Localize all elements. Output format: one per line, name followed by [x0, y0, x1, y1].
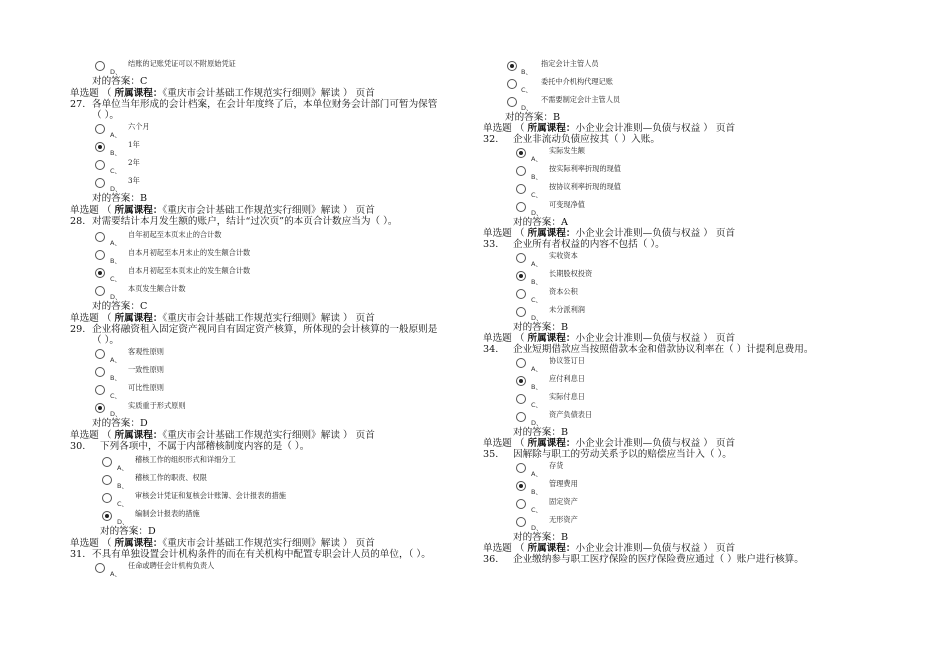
answer-label: 对的答案：: [92, 418, 140, 429]
answer-label: 对的答案：: [505, 112, 553, 123]
option-letter: C、: [521, 86, 533, 94]
radio-button-icon[interactable]: [516, 481, 526, 491]
option-text: 未分派利润: [549, 305, 585, 314]
course-name: 小企业会计准则—负债与权益: [575, 543, 701, 554]
option-text: 自本月初起至本页末止的发生额合计数: [128, 266, 251, 275]
answer-value: B: [560, 322, 569, 333]
answer-label: 对的答案：: [513, 217, 561, 228]
radio-button-icon[interactable]: [95, 160, 105, 170]
question-body: 企业所有者权益的内容不包括（ ）。: [513, 239, 665, 250]
question-body: 企业短期借款应当按照借款本金和借款协议利率在（ ）计提利息费用。: [513, 344, 814, 355]
course-label: 所属课程：: [114, 313, 163, 324]
answer-option[interactable]: [483, 460, 883, 478]
radio-button-icon[interactable]: [95, 178, 105, 188]
answer-label: 对的答案：: [92, 76, 140, 87]
option-letter: B、: [110, 374, 121, 382]
answer-value: C: [139, 301, 148, 312]
question-text: [483, 554, 883, 565]
option-text: 稽核工作的职责、权限: [135, 473, 207, 482]
option-letter: A、: [531, 155, 542, 163]
question-type: 单选题: [483, 543, 512, 554]
option-letter: A、: [110, 570, 121, 578]
option-letter: C、: [110, 275, 122, 283]
answer-label: 对的答案：: [513, 322, 561, 333]
radio-button-icon[interactable]: [507, 61, 517, 71]
question-text: [70, 549, 475, 560]
question-text: [70, 441, 475, 452]
radio-button-icon[interactable]: [95, 403, 105, 413]
answer-value: B: [552, 112, 561, 123]
option-letter: D、: [521, 104, 533, 112]
option-text: 委托中介机构代理记账: [541, 77, 613, 86]
answer-option[interactable]: [483, 478, 883, 496]
answer-option[interactable]: [70, 382, 475, 400]
correct-answer: [483, 532, 883, 543]
answer-option[interactable]: [70, 247, 475, 265]
radio-button-icon[interactable]: [95, 385, 105, 395]
radio-button-icon[interactable]: [102, 457, 112, 467]
question-number: 33.: [483, 239, 499, 250]
question-type-header: 单选题 （ 所属课程：《重庆市会计基础工作规范实行细则》解读 ） 页首: [70, 205, 375, 216]
option-letter: A、: [531, 365, 542, 373]
course-name: 《重庆市会计基础工作规范实行细则》解读: [162, 313, 340, 324]
question-number: 32.: [483, 134, 499, 145]
question-body: 企业将融资租入固定资产视同自有固定资产核算，所体现的会计核算的一般原则是: [92, 324, 438, 335]
radio-button-icon[interactable]: [516, 184, 526, 194]
home-link[interactable]: 页首: [355, 205, 375, 216]
question-number: 28.: [70, 216, 86, 227]
option-letter: B、: [110, 257, 121, 265]
answer-option[interactable]: [70, 175, 475, 193]
question-text: [483, 449, 883, 460]
answer-option[interactable]: [483, 496, 883, 514]
question-type-header: 单选题 （ 所属课程：小企业会计准则—负债与权益 ） 页首: [483, 543, 736, 554]
correct-answer: [483, 322, 883, 333]
option-text: 3年: [128, 176, 140, 185]
option-letter: C、: [531, 401, 543, 409]
question-body: 企业非流动负债应按其（ ）入账。: [513, 134, 660, 145]
question-type-header: 单选题 （ 所属课程：《重庆市会计基础工作规范实行细则》解读 ） 页首: [70, 538, 375, 549]
answer-option[interactable]: [483, 199, 883, 217]
course-name: 小企业会计准则—负债与权益: [575, 333, 701, 344]
left-column: [70, 58, 475, 578]
answer-option[interactable]: [483, 409, 883, 427]
correct-answer: [70, 418, 475, 429]
answer-option[interactable]: [483, 514, 883, 532]
radio-button-icon[interactable]: [516, 376, 526, 386]
radio-button-icon[interactable]: [102, 475, 112, 485]
course-label: 所属课程：: [527, 543, 576, 554]
answer-option[interactable]: [70, 364, 475, 382]
radio-button-icon[interactable]: [95, 349, 105, 359]
answer-option[interactable]: [483, 304, 883, 322]
radio-button-icon[interactable]: [516, 463, 526, 473]
answer-label: 对的答案：: [100, 526, 148, 537]
course-label: 所属课程：: [527, 333, 576, 344]
question-type: 单选题: [483, 438, 512, 449]
option-text: 自年初起至本页末止的合计数: [128, 230, 222, 239]
correct-answer: [483, 217, 883, 228]
option-letter: B、: [521, 68, 532, 76]
answer-option[interactable]: [70, 157, 475, 175]
home-link[interactable]: 页首: [715, 333, 736, 344]
question-text: [70, 99, 475, 110]
option-text: 存货: [549, 461, 564, 470]
answer-option[interactable]: [483, 181, 883, 199]
radio-button-icon[interactable]: [516, 412, 526, 422]
option-letter: D、: [531, 419, 543, 427]
option-letter: A、: [531, 260, 542, 268]
answer-label: 对的答案：: [92, 301, 140, 312]
question-type-header: 单选题 （ 所属课程：小企业会计准则—负债与权益 ） 页首: [483, 228, 736, 239]
option-text: 指定会计主管人员: [541, 59, 599, 68]
course-label: 所属课程：: [527, 123, 576, 134]
question-body: 下列各项中，不属于内部稽核制度内容的是（ ）。: [100, 441, 310, 452]
question-number: 29.: [70, 324, 86, 335]
radio-button-icon[interactable]: [95, 124, 105, 134]
question-body: 因解除与职工的劳动关系予以的赔偿应当计入（ ）。: [513, 449, 732, 460]
radio-button-icon[interactable]: [102, 511, 112, 521]
option-text: 稽核工作的组织形式和详细分工: [135, 455, 236, 464]
question-text-continued: [70, 110, 475, 121]
radio-button-icon[interactable]: [516, 166, 526, 176]
radio-button-icon[interactable]: [516, 358, 526, 368]
answer-value: D: [139, 418, 148, 429]
correct-answer: [70, 526, 475, 537]
answer-option[interactable]: [70, 283, 475, 301]
radio-button-icon[interactable]: [516, 202, 526, 212]
question-type-header: 单选题 （ 所属课程：小企业会计准则—负债与权益 ） 页首: [483, 123, 736, 134]
option-letter: B、: [531, 488, 542, 496]
radio-button-icon[interactable]: [507, 79, 517, 89]
option-letter: B、: [531, 278, 542, 286]
radio-button-icon[interactable]: [516, 394, 526, 404]
radio-button-icon[interactable]: [516, 271, 526, 281]
answer-option[interactable]: [70, 139, 475, 157]
option-letter: C、: [110, 167, 122, 175]
option-text: 实收资本: [549, 251, 578, 260]
question-type-header: 单选题 （ 所属课程：《重庆市会计基础工作规范实行细则》解读 ） 页首: [70, 430, 375, 441]
option-letter: C、: [531, 296, 543, 304]
option-text: 可变现净值: [549, 200, 585, 209]
option-text: 可比性原则: [128, 383, 164, 392]
home-link[interactable]: 页首: [355, 430, 375, 441]
option-text: 实际付息日: [549, 392, 585, 401]
course-label: 所属课程：: [527, 438, 576, 449]
home-link[interactable]: 页首: [715, 438, 736, 449]
course-name: 《重庆市会计基础工作规范实行细则》解读: [162, 538, 340, 549]
answer-label: 对的答案：: [513, 427, 561, 438]
course-label: 所属课程：: [114, 430, 163, 441]
option-text: 应付利息日: [549, 374, 585, 383]
answer-label: 对的答案：: [513, 532, 561, 543]
correct-answer: [483, 112, 883, 123]
course-name: 小企业会计准则—负债与权益: [575, 438, 701, 449]
radio-button-icon[interactable]: [95, 268, 105, 278]
answer-option[interactable]: [70, 560, 475, 578]
option-text: 固定资产: [549, 497, 578, 506]
option-text: 实际发生额: [549, 146, 585, 155]
answer-option[interactable]: [70, 490, 475, 508]
answer-option[interactable]: [70, 400, 475, 418]
question-body: 各单位当年形成的会计档案，在会计年度终了后，本单位财务会计部门可暂为保管: [92, 99, 438, 110]
option-letter: D、: [531, 524, 543, 532]
option-text: 自本月初起至本月末止的发生额合计数: [128, 248, 251, 257]
question-type: 单选题: [483, 228, 512, 239]
radio-button-icon[interactable]: [516, 517, 526, 527]
correct-answer: [70, 193, 475, 204]
option-text: 协议签订日: [549, 356, 585, 365]
question-body: 企业缴纳参与职工医疗保险的医疗保险费应通过（ ）账户进行核算。: [513, 554, 804, 565]
radio-button-icon[interactable]: [516, 499, 526, 509]
option-text: 资产负债表日: [549, 410, 593, 419]
home-link[interactable]: 页首: [715, 123, 736, 134]
question-type-header: 单选题 （ 所属课程：《重庆市会计基础工作规范实行细则》解读 ） 页首: [70, 88, 375, 99]
option-text: 资本公积: [549, 287, 578, 296]
answer-option[interactable]: [483, 58, 883, 76]
question-type: 单选题: [70, 313, 99, 324]
option-text: 本页发生额合计数: [128, 284, 186, 293]
correct-answer: [483, 427, 883, 438]
option-letter: B、: [117, 482, 128, 490]
option-text: 结账的记账凭证可以不附原始凭证: [128, 59, 236, 68]
answer-option[interactable]: [483, 391, 883, 409]
course-label: 所属课程：: [114, 205, 163, 216]
answer-value: B: [560, 532, 569, 543]
question-text: [70, 324, 475, 335]
option-text: 客观性原则: [128, 347, 164, 356]
course-label: 所属课程：: [114, 538, 163, 549]
option-letter: A、: [110, 239, 121, 247]
question-body: 不具有单独设置会计机构条件的而在有关机构中配置专职会计人员的单位，（ ）。: [92, 549, 431, 560]
question-type-header: 单选题 （ 所属课程：小企业会计准则—负债与权益 ） 页首: [483, 438, 736, 449]
option-letter: D、: [531, 209, 543, 217]
option-text: 不需要制定会计主管人员: [541, 95, 621, 104]
answer-option[interactable]: [70, 265, 475, 283]
radio-button-icon[interactable]: [95, 232, 105, 242]
radio-button-icon[interactable]: [516, 289, 526, 299]
home-link[interactable]: 页首: [355, 538, 375, 549]
option-letter: B、: [531, 173, 542, 181]
question-text-continued: [70, 335, 475, 346]
answer-value: B: [139, 193, 148, 204]
radio-button-icon[interactable]: [507, 97, 517, 107]
option-text: 管理费用: [549, 479, 578, 488]
option-text: 任命或聘任会计机构负责人: [128, 561, 215, 570]
option-letter: D、: [110, 410, 122, 418]
answer-option[interactable]: [483, 76, 883, 94]
option-letter: A、: [117, 464, 128, 472]
radio-button-icon[interactable]: [95, 563, 105, 573]
question-type-header: 单选题 （ 所属课程：小企业会计准则—负债与权益 ） 页首: [483, 333, 736, 344]
course-name: 《重庆市会计基础工作规范实行细则》解读: [162, 88, 340, 99]
option-letter: B、: [110, 149, 121, 157]
radio-button-icon[interactable]: [95, 250, 105, 260]
answer-option[interactable]: [483, 355, 883, 373]
question-text: [483, 239, 883, 250]
answer-option[interactable]: [483, 94, 883, 112]
option-text: 实质重于形式原则: [128, 401, 186, 410]
option-text: 六个月: [128, 122, 150, 131]
answer-value: B: [560, 427, 569, 438]
answer-option[interactable]: [483, 286, 883, 304]
question-type: 单选题: [70, 205, 99, 216]
option-letter: A、: [110, 131, 121, 139]
question-number: 36.: [483, 554, 499, 565]
answer-label: 对的答案：: [92, 193, 140, 204]
home-link[interactable]: 页首: [355, 88, 375, 99]
question-number: 31.: [70, 549, 86, 560]
answer-option[interactable]: [70, 58, 475, 76]
question-text: [483, 134, 883, 145]
question-body-cont: （ ）。: [92, 335, 120, 346]
option-letter: A、: [110, 356, 121, 364]
question-text: [70, 216, 475, 227]
option-letter: D、: [117, 518, 129, 526]
correct-answer: [70, 76, 475, 87]
home-link[interactable]: 页首: [355, 313, 375, 324]
option-letter: D、: [110, 293, 122, 301]
option-letter: D、: [531, 314, 543, 322]
option-letter: C、: [110, 392, 122, 400]
course-name: 小企业会计准则—负债与权益: [575, 123, 701, 134]
option-text: 按协议利率折现的现值: [549, 182, 621, 191]
option-text: 1年: [128, 140, 140, 149]
question-type: 单选题: [70, 430, 99, 441]
option-letter: B、: [531, 383, 542, 391]
answer-option[interactable]: [70, 508, 475, 526]
answer-option[interactable]: [483, 250, 883, 268]
home-link[interactable]: 页首: [715, 543, 736, 554]
radio-button-icon[interactable]: [95, 286, 105, 296]
course-label: 所属课程：: [114, 88, 163, 99]
answer-option[interactable]: [70, 121, 475, 139]
option-text: 编制会计报表的措施: [135, 509, 200, 518]
radio-button-icon[interactable]: [102, 493, 112, 503]
option-letter: D、: [110, 68, 122, 76]
option-letter: C、: [117, 500, 129, 508]
question-number: 35.: [483, 449, 499, 460]
course-label: 所属课程：: [527, 228, 576, 239]
home-link[interactable]: 页首: [715, 228, 736, 239]
radio-button-icon[interactable]: [95, 367, 105, 377]
option-text: 2年: [128, 158, 140, 167]
question-type: 单选题: [70, 538, 99, 549]
radio-button-icon[interactable]: [516, 253, 526, 263]
answer-value: C: [139, 76, 148, 87]
question-number: 27.: [70, 99, 86, 110]
question-number: 30.: [70, 441, 86, 452]
option-text: 按实际利率折现的现值: [549, 164, 621, 173]
question-type: 单选题: [70, 88, 99, 99]
option-text: 一致性原则: [128, 365, 164, 374]
option-text: 无形资产: [549, 515, 578, 524]
question-number: 34.: [483, 344, 499, 355]
right-column: [483, 58, 883, 565]
option-letter: C、: [531, 506, 543, 514]
option-text: 长期股权投资: [549, 269, 593, 278]
answer-option[interactable]: [483, 268, 883, 286]
radio-button-icon[interactable]: [516, 307, 526, 317]
answer-option[interactable]: [70, 346, 475, 364]
answer-value: A: [560, 217, 568, 228]
question-type: 单选题: [483, 333, 512, 344]
answer-option[interactable]: [70, 229, 475, 247]
answer-option[interactable]: [483, 163, 883, 181]
question-type-header: 单选题 （ 所属课程：《重庆市会计基础工作规范实行细则》解读 ） 页首: [70, 313, 375, 324]
radio-button-icon[interactable]: [95, 142, 105, 152]
answer-option[interactable]: [70, 454, 475, 472]
correct-answer: [70, 301, 475, 312]
course-name: 《重庆市会计基础工作规范实行细则》解读: [162, 205, 340, 216]
option-letter: C、: [531, 191, 543, 199]
question-body: 对需要结计本月发生额的账户，结计“过次页”的本页合计数应当为（ ）。: [92, 216, 398, 227]
question-type: 单选题: [483, 123, 512, 134]
question-text: [483, 344, 883, 355]
question-body-cont: （ ）。: [92, 110, 120, 121]
radio-button-icon[interactable]: [516, 148, 526, 158]
course-name: 小企业会计准则—负债与权益: [575, 228, 701, 239]
option-letter: A、: [531, 470, 542, 478]
option-text: 审核会计凭证和复核会计账簿、会计报表的措施: [135, 491, 286, 500]
course-name: 《重庆市会计基础工作规范实行细则》解读: [162, 430, 340, 441]
answer-option[interactable]: [70, 472, 475, 490]
answer-option[interactable]: [483, 373, 883, 391]
answer-value: D: [147, 526, 156, 537]
answer-option[interactable]: [483, 145, 883, 163]
option-letter: D、: [110, 185, 122, 193]
radio-button-icon[interactable]: [95, 61, 105, 71]
